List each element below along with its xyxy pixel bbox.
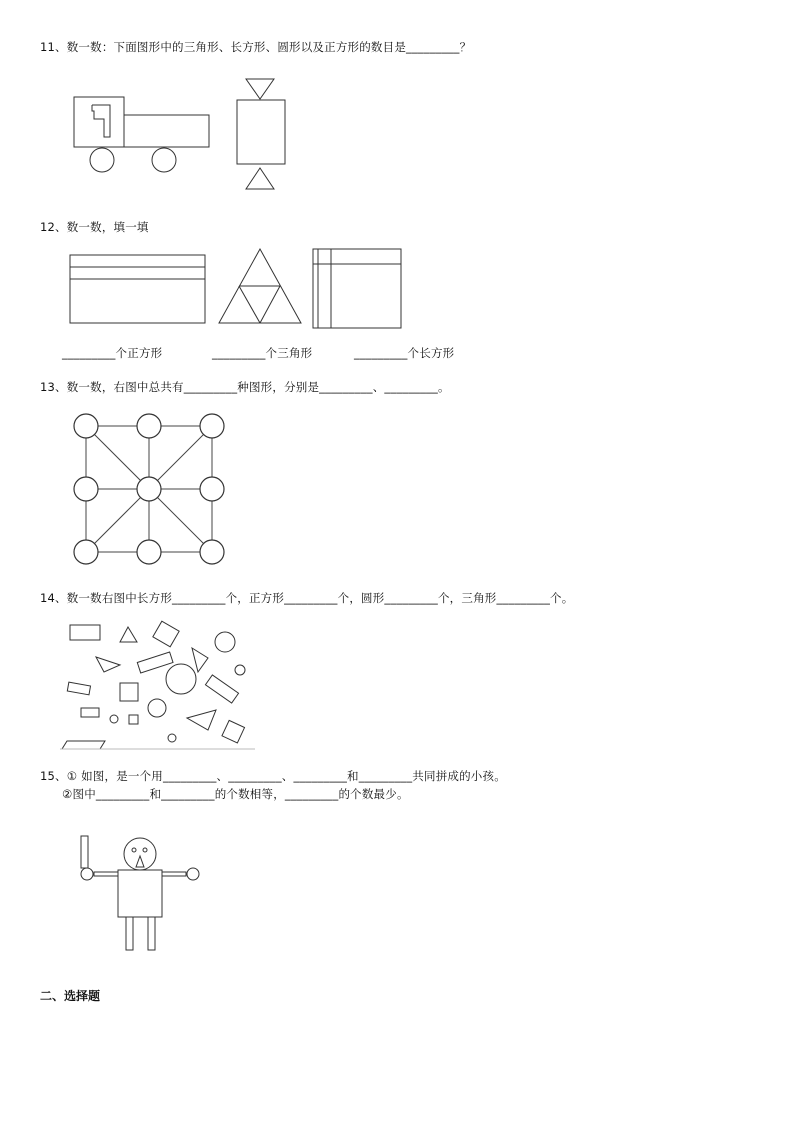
triangle-shape: [96, 657, 120, 672]
q12-text: 12、数一数，填一填: [40, 220, 149, 234]
eye-circle: [143, 848, 147, 852]
split-rect: [70, 255, 205, 323]
truck-window-shape: [92, 105, 110, 137]
rectangle-shape: [205, 675, 238, 703]
q11-text: 11、数一数：下面图形中的三角形、长方形、圆形以及正方形的数目是_________？: [40, 40, 472, 54]
circle-shape: [148, 699, 166, 717]
rectangle-shape: [137, 652, 173, 673]
node-circle: [137, 477, 161, 501]
truck-wheel-circle: [90, 148, 114, 172]
arm-rect: [162, 872, 186, 876]
truck-body-rect: [124, 115, 209, 147]
hand-circle: [187, 868, 199, 880]
q12-answer-triangles[interactable]: _________个三角形: [212, 346, 313, 360]
q14-figure: [60, 615, 260, 755]
eye-circle: [132, 848, 136, 852]
top-triangle: [246, 79, 274, 99]
node-circle: [137, 414, 161, 438]
node-circle: [74, 540, 98, 564]
middle-rect: [237, 100, 285, 164]
q15-line1: 15、① 如图，是一个用_________、_________、_________和_________共同拼成的小孩。: [40, 769, 506, 783]
section-title: 二、选择题: [40, 989, 101, 1003]
square-shape: [222, 720, 245, 743]
circle-shape: [166, 664, 196, 694]
square-shape: [120, 683, 138, 701]
triangle-shape: [187, 710, 216, 730]
q12-answer-squares[interactable]: _________个正方形: [62, 346, 163, 360]
rectangle-shape: [67, 682, 90, 695]
triangle-shape: [192, 648, 208, 672]
q13-text: 13、数一数，右图中总共有_________种图形，分别是_________、_________。: [40, 380, 450, 394]
left-arm-rect: [81, 836, 88, 868]
bottom-triangle: [246, 168, 274, 189]
arm-rect: [94, 872, 118, 876]
q15-figure: [74, 832, 206, 956]
node-circle: [200, 540, 224, 564]
square-shape: [153, 621, 179, 647]
q14-text: 14、数一数右图中长方形_________个，正方形_________个，圆形_________个，三角形_________个。: [40, 591, 574, 605]
q12-answer-rectangles[interactable]: _________个长方形: [354, 346, 455, 360]
node-circle: [200, 477, 224, 501]
node-circle: [200, 414, 224, 438]
node-circle: [74, 414, 98, 438]
parallelogram-shape: [62, 741, 105, 749]
hand-circle: [81, 868, 93, 880]
circle-shape: [215, 632, 235, 652]
node-circle: [137, 540, 161, 564]
leg-rect: [148, 917, 155, 950]
q13-figure: [68, 410, 230, 570]
q12-figure: [68, 246, 404, 331]
body-square: [118, 870, 162, 917]
triangle-shape: [120, 627, 137, 642]
q15-line2: ②图中_________和_________的个数相等，_________的个数最少。: [62, 787, 409, 801]
node-circle: [74, 477, 98, 501]
square-shape: [129, 715, 138, 724]
leg-rect: [126, 917, 133, 950]
square-with-lines: [313, 249, 401, 328]
circle-shape: [110, 715, 118, 723]
q11-figure: [70, 75, 300, 197]
circle-shape: [168, 734, 176, 742]
truck-wheel-circle: [152, 148, 176, 172]
rectangle-shape: [81, 708, 99, 717]
circle-shape: [235, 665, 245, 675]
rectangle-shape: [70, 625, 100, 640]
